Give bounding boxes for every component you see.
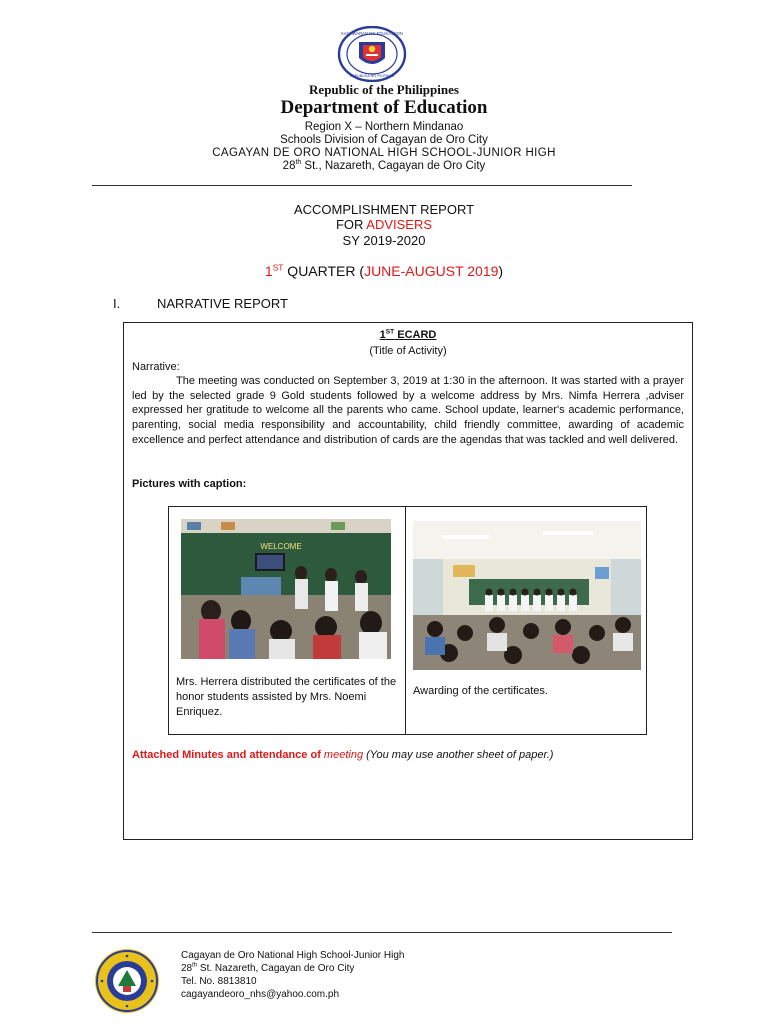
activity-title (123, 329, 693, 341)
quarter-word: QUARTER ( (283, 263, 365, 279)
header-divider (92, 185, 632, 186)
photo-caption-1: Mrs. Herrera distributed the certificates of the honor students assisted by Mrs. Noemi Enriquez. (176, 676, 397, 718)
republic-line: Republic of the Philippines (309, 82, 459, 97)
classroom-photo-2 (413, 521, 641, 670)
minutes-meeting: meeting (323, 749, 364, 761)
school-name: CAGAYAN DE ORO NATIONAL HIGH SCHOOL-JUNIOR HIGH (212, 147, 556, 159)
deped-seal-icon (337, 26, 407, 82)
quarter-range: JUNE-AUGUST 2019 (364, 263, 499, 279)
footer-address-suffix: th (192, 962, 198, 969)
footer-address (181, 962, 354, 975)
address-suffix: th (295, 159, 302, 167)
school-logo-icon (94, 948, 160, 1014)
ecard-number: 1 (379, 329, 386, 341)
quarter-close: ) (498, 263, 504, 279)
ecard-suffix: ST (385, 328, 395, 336)
footer-phone: Tel. No. 8813810 (181, 976, 257, 987)
school-year: SY 2019-2020 (342, 233, 426, 248)
minutes-bold: Attached Minutes and attendance of (132, 749, 324, 761)
region-line: Region X – Northern Mindanao (304, 121, 464, 133)
photo-table-divider (405, 506, 406, 735)
activity-subtitle: (Title of Activity) (369, 345, 447, 357)
quarter-suffix: ST (272, 262, 284, 273)
section-title: NARRATIVE REPORT (157, 296, 288, 311)
narrative-body: The meeting was conducted on September 3, 2019 at 1:30 in the afternoon. It was started with a prayer led by the selected grade 9 Gold students followed by a welcome address by Mrs. Nimfa Herrera ,adviser expressed her gratitude to welcome all the parents who came. School update, learner's academic performance, parenting, social media responsibility and accountability, child friendly committee, awarding of academic excellence and perfect attendance and distribution of cards are the agendas that was tackled and well delivered. (132, 375, 684, 446)
footer-address-rest: St. Nazareth, Cagayan de Oro City (197, 963, 355, 974)
footer-email: cagayandeoro_nhs@yahoo.com.ph (181, 989, 340, 1000)
address-number: 28 (282, 160, 296, 172)
quarter-number: 1 (264, 263, 273, 279)
narrative-label: Narrative: (132, 361, 180, 373)
report-title: ACCOMPLISHMENT REPORT (293, 202, 475, 217)
footer-address-number: 28 (181, 963, 193, 974)
quarter-heading (0, 263, 768, 279)
seal-text-top: KAGAWARAN NG EDUKASYON (341, 31, 403, 36)
ecard-word: ECARD (394, 329, 437, 341)
address-rest: St., Nazareth, Cagayan de Oro City (301, 160, 486, 172)
footer-divider (92, 932, 672, 933)
report-for-line (0, 217, 768, 232)
school-address (0, 160, 768, 172)
minutes-note (132, 749, 553, 761)
narrative-text (132, 374, 684, 448)
report-for-prefix: FOR (335, 217, 367, 232)
minutes-instruction: (You may use another sheet of paper.) (363, 749, 554, 761)
photo-caption-2: Awarding of the certificates. (413, 685, 548, 697)
photo1-board-text: WELCOME (260, 542, 302, 551)
footer-school-name: Cagayan de Oro National High School-Junior High (181, 950, 405, 961)
section-number: I. (113, 296, 121, 311)
department-title: Department of Education (280, 97, 488, 118)
classroom-photo-1 (181, 519, 391, 659)
section-heading (113, 296, 288, 311)
report-for-advisers: ADVISERS (366, 217, 433, 232)
pictures-label: Pictures with caption: (132, 478, 247, 490)
seal-text-bottom: REPUBLIKA NG PILIPINAS (349, 74, 395, 78)
division-line: Schools Division of Cagayan de Oro City (280, 134, 488, 146)
